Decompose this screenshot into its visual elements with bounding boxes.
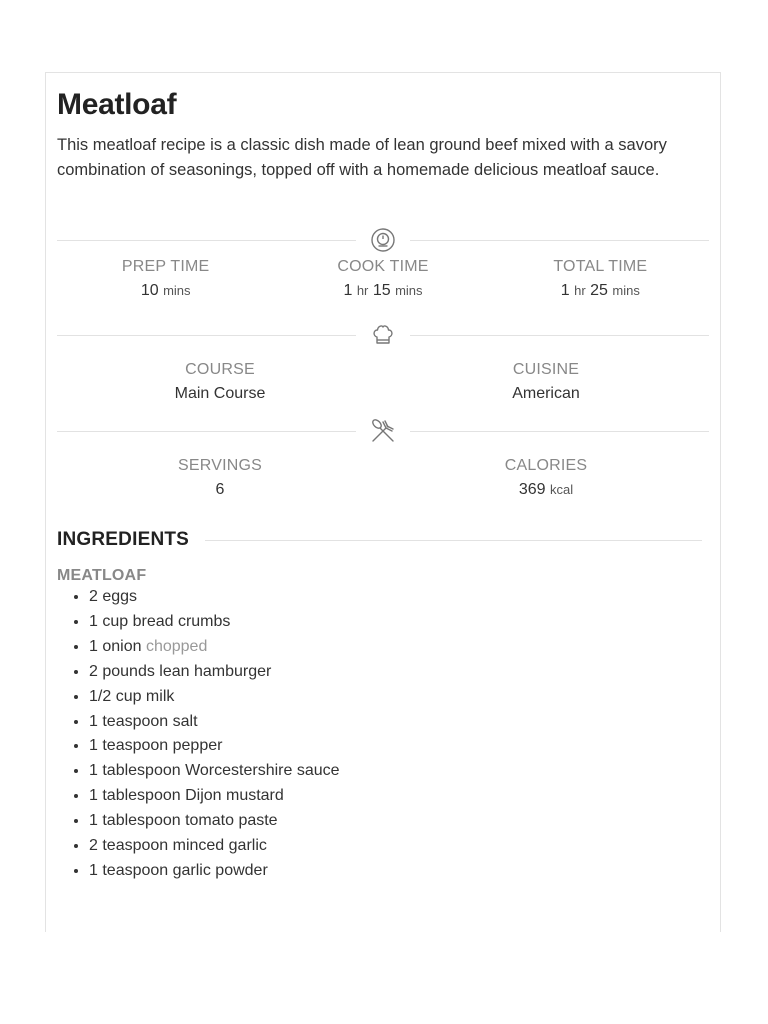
ingredient-text: 1 onion [89,637,142,655]
ingredient-note: chopped [145,637,208,655]
ingredient-text: 1 cup bread crumbs [89,612,231,630]
cook-time-minutes: 15 [372,282,391,299]
servings [57,456,383,501]
divider-line [410,240,709,241]
ingredient-text: 1 teaspoon pepper [89,737,223,755]
calories-label: CALORIES [504,457,588,474]
ingredient-item [89,710,709,735]
tags-divider [57,320,709,350]
nutrition-row [57,456,709,501]
divider-line [410,431,709,432]
ingredient-item [89,585,709,610]
ingredients-header [57,529,709,551]
cook-time-minutes-unit: mins [395,283,423,298]
recipe-title: Meatloaf [57,88,177,121]
cook-time [274,257,491,302]
recipe-card [45,72,721,932]
ingredient-item [89,660,709,685]
ingredients-header-line [205,540,702,541]
total-time-minutes-unit: mins [612,283,640,298]
ingredient-text: 1 tablespoon Worcestershire sauce [89,762,340,780]
ingredient-item [89,635,709,660]
ingredient-item [89,784,709,809]
divider-line [57,240,356,241]
times-divider [57,225,709,255]
ingredient-list [57,585,709,884]
total-time [492,257,709,302]
total-time-label: TOTAL TIME [553,258,648,275]
course-value: Main Course [174,385,266,402]
cook-time-hours: 1 [343,282,353,299]
calories [383,456,709,501]
ingredient-item [89,734,709,759]
tags-row [57,360,709,405]
fork-knife-icon [356,417,410,445]
divider-line [57,335,356,336]
prep-time-value [57,280,274,302]
cuisine-label: CUISINE [512,361,580,378]
chef-hat-icon [356,322,410,348]
ingredient-item [89,759,709,784]
ingredient-text: 2 pounds lean hamburger [89,662,272,680]
course-label: COURSE [185,361,255,378]
cuisine-value: American [512,385,580,402]
ingredient-text: 2 eggs [89,588,138,605]
ingredient-item [89,809,709,834]
ingredient-text: 1 tablespoon tomato paste [89,812,278,830]
ingredient-text: 2 teaspoon minced garlic [89,837,267,855]
total-time-value [492,280,709,302]
prep-time-number: 10 [140,282,159,299]
ingredient-text: 1/2 cup milk [89,687,175,705]
timer-icon [356,227,410,253]
course [57,360,383,405]
nutrition-divider [57,416,709,446]
calories-unit: kcal [550,482,574,497]
prep-time-unit: mins [163,283,191,298]
cook-time-value [274,280,491,302]
prep-time [57,257,274,302]
total-time-minutes: 25 [590,282,608,299]
total-time-hours-unit: hr [574,283,586,298]
divider-line [410,335,709,336]
ingredient-text: 1 tablespoon Dijon mustard [89,787,284,805]
ingredient-group-name: MEATLOAF [57,567,147,584]
divider-line [57,431,356,432]
times-row [57,257,709,302]
cook-time-label: COOK TIME [337,258,429,275]
servings-label: SERVINGS [178,457,262,474]
ingredient-item [89,859,709,884]
ingredient-text: 1 teaspoon salt [89,712,198,730]
calories-number: 369 [518,481,546,498]
recipe-summary: This meatloaf recipe is a classic dish made of lean ground beef mixed with a savory combination of seasonings, topped off with a homemade delicious meatloaf sauce. [57,136,667,179]
calories-value [383,479,709,501]
prep-time-label: PREP TIME [121,258,210,275]
total-time-hours: 1 [560,282,570,299]
ingredient-item [89,685,709,710]
cuisine [383,360,709,405]
ingredient-item [89,610,709,635]
servings-value[interactable]: 6 [215,481,225,498]
ingredient-item [89,834,709,859]
ingredient-text: 1 teaspoon garlic powder [89,861,268,879]
ingredients-heading: INGREDIENTS [57,529,190,550]
cook-time-hours-unit: hr [356,283,369,298]
